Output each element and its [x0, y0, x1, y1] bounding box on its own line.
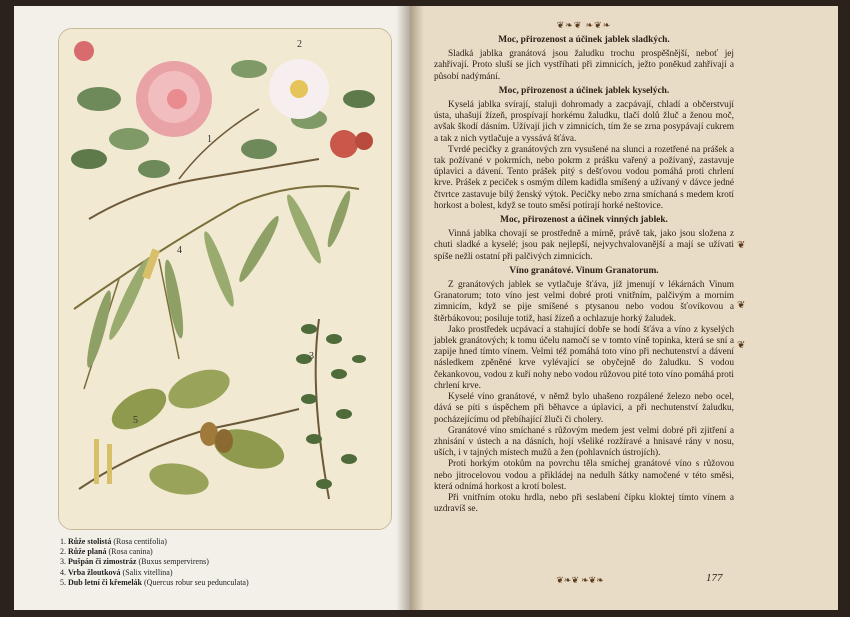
paragraph: Kyselé víno granátové, v němž bylo uhašeno rozpálené železo nebo ocel, dává se píti s úspěchem při běhavce a úplavici, a při nechutenství žaludku, pocházejícímu od přebíhající žluči či cholery.: [434, 392, 734, 425]
margin-ornament-icon: ❦: [737, 240, 746, 251]
section-heading: Moc, přirozenost a účinek jablek sladkých.: [498, 35, 670, 45]
page-text: [434, 20, 734, 515]
botanical-plate: [58, 28, 392, 530]
paragraph: Tvrdé pecičky z granátových zrn vysušené na slunci a rozetřené na prášek a tak požívané v pokrmích, nebo pokrm z prášku vařený a požívaný, zastavuje úplavici a dávení. Tento prášek pitý s dešťovou vodou pomáhá proti chrlení krve. Prášek z peciček s osmým dílem kadidla smíšený a užívaný v dávce jedné čtvrtce zastavuje bílý ženský výtok. Pecičky nebo zrna smíchaná s medem krotí horkost a bolest, když se touto směsí potírají horké neštovice.: [434, 144, 734, 211]
plate-number-1: 1: [207, 134, 212, 145]
paragraph: Proti horkým otokům na povrchu těla smíchej granátové víno s růžovou nebo jitrocelovou vodou a přikládej na nedulh šátky namočené v této směsi, která odnímá horkost a krotí bolest.: [434, 459, 734, 492]
caption-item: 2. Růže planá (Rosa canina): [60, 547, 153, 557]
bottom-ornament: ❦❧❦ ❧❦❧: [556, 575, 604, 585]
caption-item: 3. Pušpán či zimostráz (Buxus sempervirens): [60, 557, 209, 567]
plate-number-4: 4: [177, 245, 182, 256]
paragraph: Z granátových jablek se vytlačuje šťáva, jíž jmenují v lékárnách Vinum Granatorum; toto víno jest velmi dobré proti vnitřním, palčivým a morním zimnicím, když se pije smíšené s ptysanou nebo vodou šťovíkovou a štěrbákovou; posiluje totiž, hasí žízeň a ochlazuje horký žaludek.: [434, 280, 734, 324]
paragraph: Granátové víno smíchané s růžovým medem jest velmi dobré při zjitření a zhnisání v ústech a na dásních, hojí všeliké rozžíravé a hnisavé rány v nosu, uších, i v tajných místech mužů a žen (pohlavních ústrojích).: [434, 425, 734, 459]
plate-number-5: 5: [133, 415, 138, 426]
margin-ornament-icon: ❦: [737, 300, 746, 311]
section-heading: Moc, přirozenost a účinek vinných jablek.: [500, 215, 668, 226]
paragraph: Vinná jablka chovají se prostředně a mírně, právě tak, jako jsou složena z chuti sladké a kyselé; jsou pak nejlepší, nejvychvalovanější a mají se užívati spíše nežli ostatní při palčivých zimnicích.: [434, 229, 734, 262]
paragraph: Při vnitřním otoku hrdla, nebo při seslabení čípku kloktej tímto vínem a uzdravíš se.: [434, 492, 734, 515]
section-heading: Moc, přirozenost a účinek jablek kyselých.: [498, 85, 670, 96]
caption-item: 5. Dub letní či křemelák (Quercus robur seu pedunculata): [60, 577, 249, 587]
plate-captions: [60, 537, 390, 588]
caption-item: 1. Růže stolistá (Rosa centifolia): [60, 537, 167, 546]
section-heading: Víno granátové. Vinum Granatorum.: [509, 265, 659, 276]
paragraph: Kyselá jablka svírají, staluji dohromady a zacpávají, chladí a občerstvují ústa, uhašují žízeň, prospívají horkému žaludku, tlačí dolů žluč a ženou moč, avšak škodí dásním. Užívají jich v zimnicích, tím že se zrna posypávají cukrem a tak z nich vytlačuje a vyssává šťáva.: [434, 100, 734, 144]
top-ornament: ❦❧❦ ❧❦❧: [556, 20, 612, 30]
plate-number-3: 3: [309, 351, 314, 362]
plate-number-2: 2: [297, 39, 302, 50]
paragraph: Sladká jablka granátová jsou žaludku trochu prospěšnější, neboť jej zahřívají. Proto sluší se jich vystříhati při zimnicích, ježto poněkud zahřívají a působí nadýmání.: [434, 49, 734, 82]
book-gutter: [396, 6, 424, 610]
caption-item: 4. Vrba žloutková (Salix vitellina): [60, 567, 173, 577]
margin-ornament-icon: ❦: [737, 340, 746, 351]
plate-illustration: [59, 29, 391, 529]
page-number: 177: [706, 572, 723, 584]
paragraph: Jako prostředek ucpávací a stahující dobře se hodí šťáva a víno z kyselých jablek granátových; k tomu účelu namočí se v tomto víně topinka, která se sní a zapije hned tímto vínem. Velmi též pomáhá toto víno při nechutenství a dávení následkem zpěněné krve vylévající se obyčejně do žaludku. S vodou čekankovou, vodou z kuří nohy nebo vodou růžovou pité toto víno pomáhá proti chrlení krve.: [434, 324, 734, 391]
